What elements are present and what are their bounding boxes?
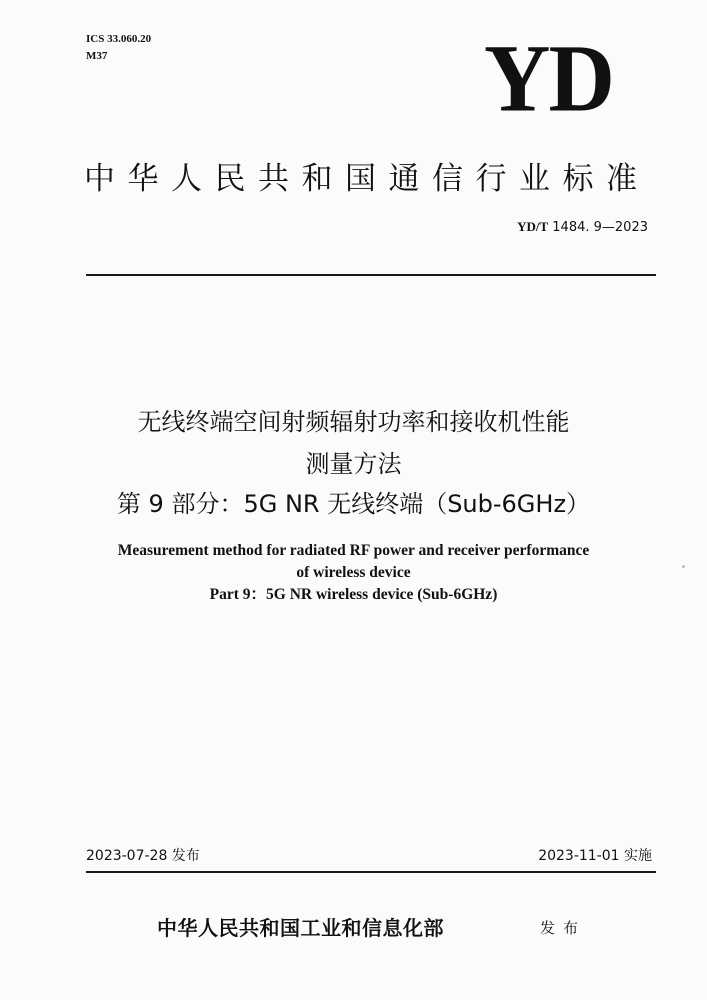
top-divider [86, 274, 656, 276]
issue-label: 发布 [540, 919, 587, 937]
scan-speck [682, 565, 685, 568]
title-cn-line2: 测量方法 [305, 450, 402, 478]
issuer-name: 中华人民共和国工业和信息化部 [157, 916, 444, 940]
ics-code: ICS 33.060.20 [86, 33, 152, 45]
standard-number-prefix: YD/T [517, 219, 549, 234]
standard-number [517, 218, 648, 237]
title-en-line2: of wireless device [296, 564, 411, 581]
standard-number-value: 1484. 9—2023 [548, 220, 648, 235]
bottom-divider [86, 871, 656, 873]
title-cn-line3: 第 9 部分：5G NR 无线终端（Sub-6GHz） [116, 490, 591, 518]
yd-logo: YD [484, 24, 613, 132]
implement-date: 2023-11-01 实施 [538, 848, 652, 864]
title-cn-line1: 无线终端空间射频辐射功率和接收机性能 [137, 408, 570, 436]
title-en-line3: Part 9：5G NR wireless device (Sub-6GHz) [209, 586, 498, 603]
title-en-line1: Measurement method for radiated RF power and receiver performance [117, 542, 590, 559]
standard-category: 中华人民共和国通信行业标准 [84, 161, 650, 197]
publish-date: 2023-07-28 发布 [86, 848, 200, 864]
ccs-code: M37 [86, 50, 108, 62]
